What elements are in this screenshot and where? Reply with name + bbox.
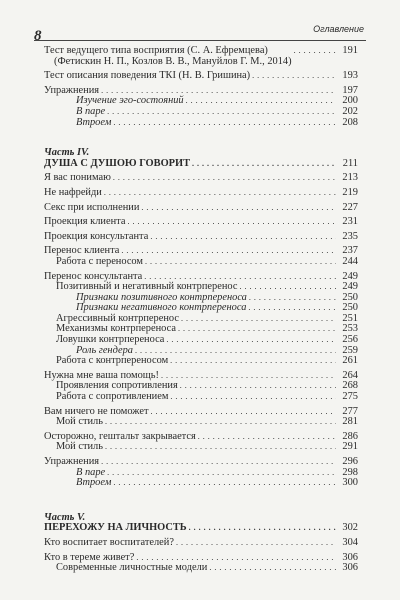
toc-entry-title: Признаки позитивного контрпереноса [76,291,247,303]
dot-leader [121,246,336,257]
dot-leader [113,478,336,489]
toc-entry-page: 211 [342,157,358,169]
toc-entry-title: Вам ничего не поможет [44,405,149,417]
toc-entry-title: Тест описания поведения ТКI (Н. В. Гришина) [44,70,251,82]
toc-entry-page: 268 [342,380,358,392]
toc-entry-page: 191 [342,45,358,56]
dot-leader [252,71,336,82]
toc-entry-page: 298 [342,466,358,478]
toc-entry [44,217,358,228]
toc-entry-page: 235 [342,230,358,242]
toc-entry-page: 253 [342,323,358,335]
header-rule [34,40,366,41]
toc-entry-page: 275 [342,391,358,403]
toc-entry-title: Перенос клиента [44,245,120,257]
toc-entry-page: 277 [342,405,358,417]
toc-entry-title: Роль гендера [76,344,133,356]
toc-entry-page: 213 [342,172,358,184]
part4-entries [44,173,358,488]
dot-leader [141,203,336,214]
toc-entry-title: Тест ведущего типа восприятия (С. А. Ефремцева) (Фетискин Н. П., Козлов В. В., Мануйлов Г. М., 2014) [44,45,292,67]
toc-entry-page: 250 [342,291,358,303]
part-title: ПЕРЕХОЖУ НА ЛИЧНОСТЬ [44,522,187,534]
toc-entry-page: 249 [342,270,358,282]
toc-entry [44,417,358,428]
toc-entry-title: Упражнения [44,84,100,96]
dot-leader [166,335,336,346]
toc-entry-page: 219 [342,186,358,198]
toc-entry [44,257,358,268]
toc-entry-title: Работа с сопротивлением [56,391,169,403]
dot-leader [170,356,336,367]
part-label: Часть V. [44,511,86,523]
toc-entry-title: Изучение эго-состояний [76,95,184,107]
dot-leader [170,392,336,403]
toc-entry-title: Втроем [76,116,112,128]
toc-entry-page: 261 [342,355,358,367]
table-of-contents [44,44,358,574]
toc-entry-title: Проекция клиента [44,216,126,228]
toc-entry-title: В паре [76,105,106,117]
part-title: ДУША С ДУШОЮ ГОВОРИТ [44,157,191,169]
toc-entry-page: 302 [342,522,358,534]
toc-entry [44,107,358,118]
dot-leader [189,523,336,534]
toc-entry-title: Мой стиль [56,441,103,453]
toc-entry [44,392,358,403]
dot-leader [104,188,336,199]
dot-leader [107,107,336,118]
toc-entry [44,457,358,468]
toc-entry [44,538,358,549]
toc-entry [44,118,358,129]
dot-leader [248,303,336,314]
toc-entry-title: Проявления сопротивления [56,380,178,392]
dot-leader [178,324,336,335]
toc-entry-title: Секс при исполнении [44,201,140,213]
toc-entry-page: 306 [342,551,358,563]
toc-entry [44,71,358,82]
toc-entry-title: Механизмы контрпереноса [56,323,176,335]
toc-entry-page: 291 [342,441,358,453]
toc-entry-page: 264 [342,369,358,381]
dot-leader [161,371,336,382]
toc-entry-title: Работа с переносом [56,255,144,267]
toc-entry-title: Современные личностные модели [56,562,208,574]
toc-entry-page: 193 [342,70,358,82]
toc-entry-title: Проекция консультанта [44,230,149,242]
toc-entry-page: 249 [342,281,358,293]
toc-entry-title: Работа с контрпереносом [56,355,169,367]
toc-entry-page: 202 [342,105,358,117]
toc-entry-page: 231 [342,216,358,228]
toc-entry-title: Ловушки контрпереноса [56,334,165,346]
dot-leader [209,563,336,574]
toc-entry-title: Втроем [76,477,112,489]
toc-entry-title: Осторожно, гештальт закрывается [44,430,196,442]
dot-leader [181,314,336,325]
dot-leader [176,538,336,549]
toc-entry [44,478,358,489]
toc-entry-page: 286 [342,430,358,442]
toc-entry-page: 256 [342,334,358,346]
dot-leader [249,293,336,304]
dot-leader [127,217,336,228]
toc-entry [44,563,358,574]
dot-leader [192,159,336,170]
toc-entry [44,46,358,67]
dot-leader [186,96,336,107]
toc-entry [44,173,358,184]
toc-entry-title: Агрессивный контрперенос [56,312,179,324]
part-title-entry [44,523,358,534]
toc-entry-title: Упражнения [44,456,100,467]
toc-entry-page: 227 [342,201,358,213]
toc-entry-page: 200 [342,95,358,107]
toc-entry-page: 208 [342,116,358,128]
toc-entry-title: В паре [76,466,106,478]
dot-leader [239,282,336,293]
toc-entry-page: 250 [342,302,358,314]
dot-leader [107,468,336,479]
page-number: 8 [34,28,42,44]
part-title-entry [44,159,358,170]
dot-leader [294,46,336,57]
dot-leader [113,118,336,129]
dot-leader [150,232,336,243]
part-label: Часть IV. [44,147,90,159]
dot-leader [198,432,336,443]
toc-entry-page: 251 [342,312,358,324]
toc-entry [44,232,358,243]
page-header [0,0,400,44]
dot-leader [105,442,336,453]
toc-entry-title: Перенос консультанта [44,270,143,282]
dot-leader [113,173,336,184]
dot-leader [180,381,336,392]
toc-entry-title: Нужна мне ваша помощь! [44,369,159,381]
toc-entry-page: 300 [342,477,358,489]
toc-entry-page: 197 [342,84,358,96]
toc-entry-page: 244 [342,255,358,267]
toc-entry-title: Признаки негативного контрпереноса [76,302,247,314]
dot-leader [105,417,336,428]
toc-entry [44,188,358,199]
toc-entry-title: Мой стиль [56,416,103,428]
toc-entry-page: 296 [342,456,358,467]
toc-entry-page: 259 [342,344,358,356]
dot-leader [101,457,336,468]
toc-entry-page: 237 [342,245,358,257]
toc-entry-title: Я вас понимаю [44,172,111,184]
running-title: Оглавление [313,24,364,34]
toc-entry-title: Позитивный и негативный контрперенос [56,281,238,293]
toc-entry-title: Кто в тереме живет? [44,551,135,563]
toc-entry-page: 281 [342,416,358,428]
toc-entry-page: 306 [342,562,358,574]
toc-entry [44,442,358,453]
toc-entry-title: Кто воспитает воспитателей? [44,536,174,548]
dot-leader [151,407,336,418]
toc-entry-page: 304 [342,536,358,548]
toc-entry [44,203,358,214]
toc-entry-title: Не нафрейди [44,186,102,198]
dot-leader [145,257,336,268]
toc-entry [44,356,358,367]
